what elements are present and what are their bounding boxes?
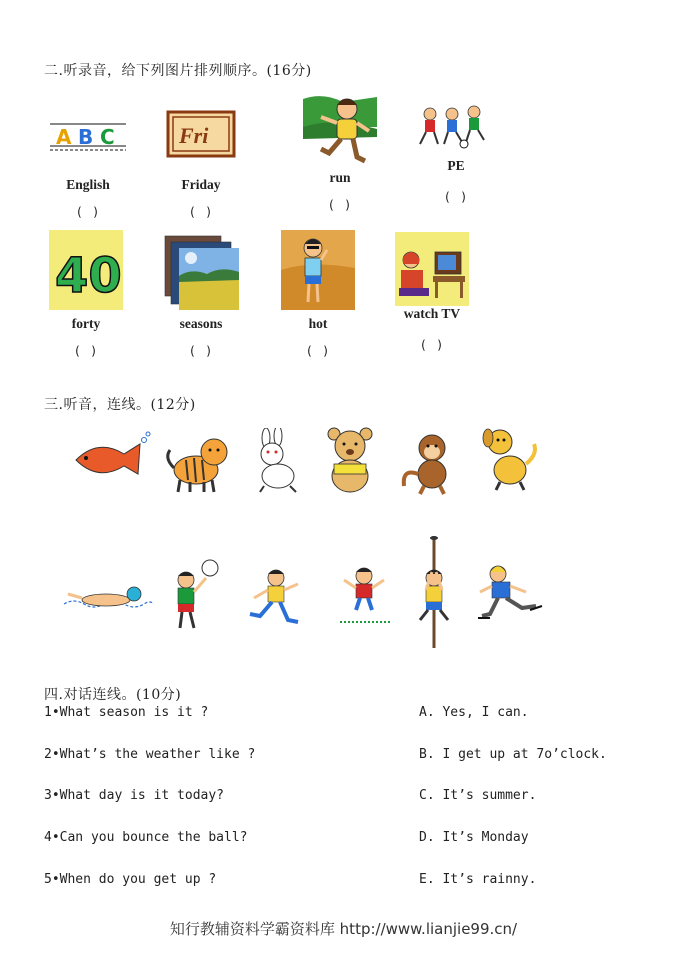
dialogue-row <box>44 705 644 725</box>
card-label: seasons <box>179 316 223 331</box>
bear-icon <box>318 424 398 494</box>
svg-text:40: 40 <box>55 248 122 304</box>
abc-letters-icon <box>42 95 134 173</box>
question-text: 5•When do you get up ? <box>44 872 217 887</box>
number-40-icon <box>40 228 132 312</box>
card-seasons <box>155 228 247 358</box>
answer-blank: ( ) <box>419 338 445 352</box>
swimming-child-icon <box>62 574 142 644</box>
fish-icon <box>68 430 148 500</box>
answer-blank: ( ) <box>305 344 331 358</box>
card-friday <box>155 95 247 219</box>
dog-icon <box>474 424 554 494</box>
answer-blank: ( ) <box>188 344 214 358</box>
running-boy-icon <box>294 84 386 170</box>
boy-in-desert-icon <box>272 228 364 312</box>
kids-playing-football-icon <box>410 84 502 166</box>
card-label: PE <box>447 158 465 173</box>
tiger-icon <box>160 428 240 498</box>
answer-blank: ( ) <box>188 205 214 219</box>
card-run <box>294 84 386 212</box>
answer-blank: ( ) <box>75 205 101 219</box>
dialogue-row <box>44 747 644 767</box>
skating-child-icon <box>472 562 552 632</box>
answer-text: E. It’s rainny. <box>419 872 537 887</box>
section4-title: 四.对话连线。(10分) <box>44 687 182 703</box>
running-child-icon <box>240 566 320 636</box>
answer-text: C. It’s summer. <box>419 788 537 803</box>
answer-text: B. I get up at 7o’clock. <box>419 747 607 762</box>
svg-text:A: A <box>56 125 72 149</box>
answer-blank: ( ) <box>443 190 469 204</box>
card-label: run <box>329 170 351 185</box>
question-text: 3•What day is it today? <box>44 788 225 803</box>
card-label: English <box>66 177 110 192</box>
svg-text:C: C <box>100 125 115 149</box>
card-hot <box>272 228 364 358</box>
card-forty <box>40 228 132 358</box>
card-english <box>42 95 134 219</box>
landscape-photos-icon <box>155 228 247 312</box>
answer-blank: ( ) <box>73 344 99 358</box>
answer-text: D. It’s Monday <box>419 830 529 845</box>
jumping-child-icon <box>336 564 416 634</box>
dialogue-row <box>44 872 644 892</box>
card-watch-tv <box>386 228 478 352</box>
section2-title: 二.听录音，给下列图片排列顺序。(16分) <box>44 63 312 79</box>
bouncing-ball-child-icon <box>164 558 244 628</box>
monkey-icon <box>396 428 476 498</box>
svg-text:B: B <box>78 125 94 149</box>
footer-watermark: 知行教辅资料学霸资料库 http://www.lianjie99.cn/ <box>169 920 518 938</box>
answer-text: A. Yes, I can. <box>419 705 529 720</box>
card-label: Friday <box>181 177 221 192</box>
answer-blank: ( ) <box>327 198 353 212</box>
question-text: 4•Can you bounce the ball? <box>44 830 248 845</box>
rabbit-icon <box>246 428 326 498</box>
card-label: hot <box>308 316 328 331</box>
svg-text:Fri: Fri <box>179 123 209 148</box>
fri-sign-icon <box>155 95 247 173</box>
question-text: 2•What’s the weather like ? <box>44 747 256 762</box>
question-text: 1•What season is it ? <box>44 705 209 720</box>
card-pe <box>410 84 502 204</box>
dialogue-row <box>44 830 644 850</box>
section3-title: 三.听音，连线。(12分) <box>44 397 196 413</box>
dialogue-row <box>44 788 644 808</box>
girl-watching-tv-icon <box>386 228 478 310</box>
card-label: forty <box>71 316 101 331</box>
card-label: watch TV <box>403 306 461 321</box>
